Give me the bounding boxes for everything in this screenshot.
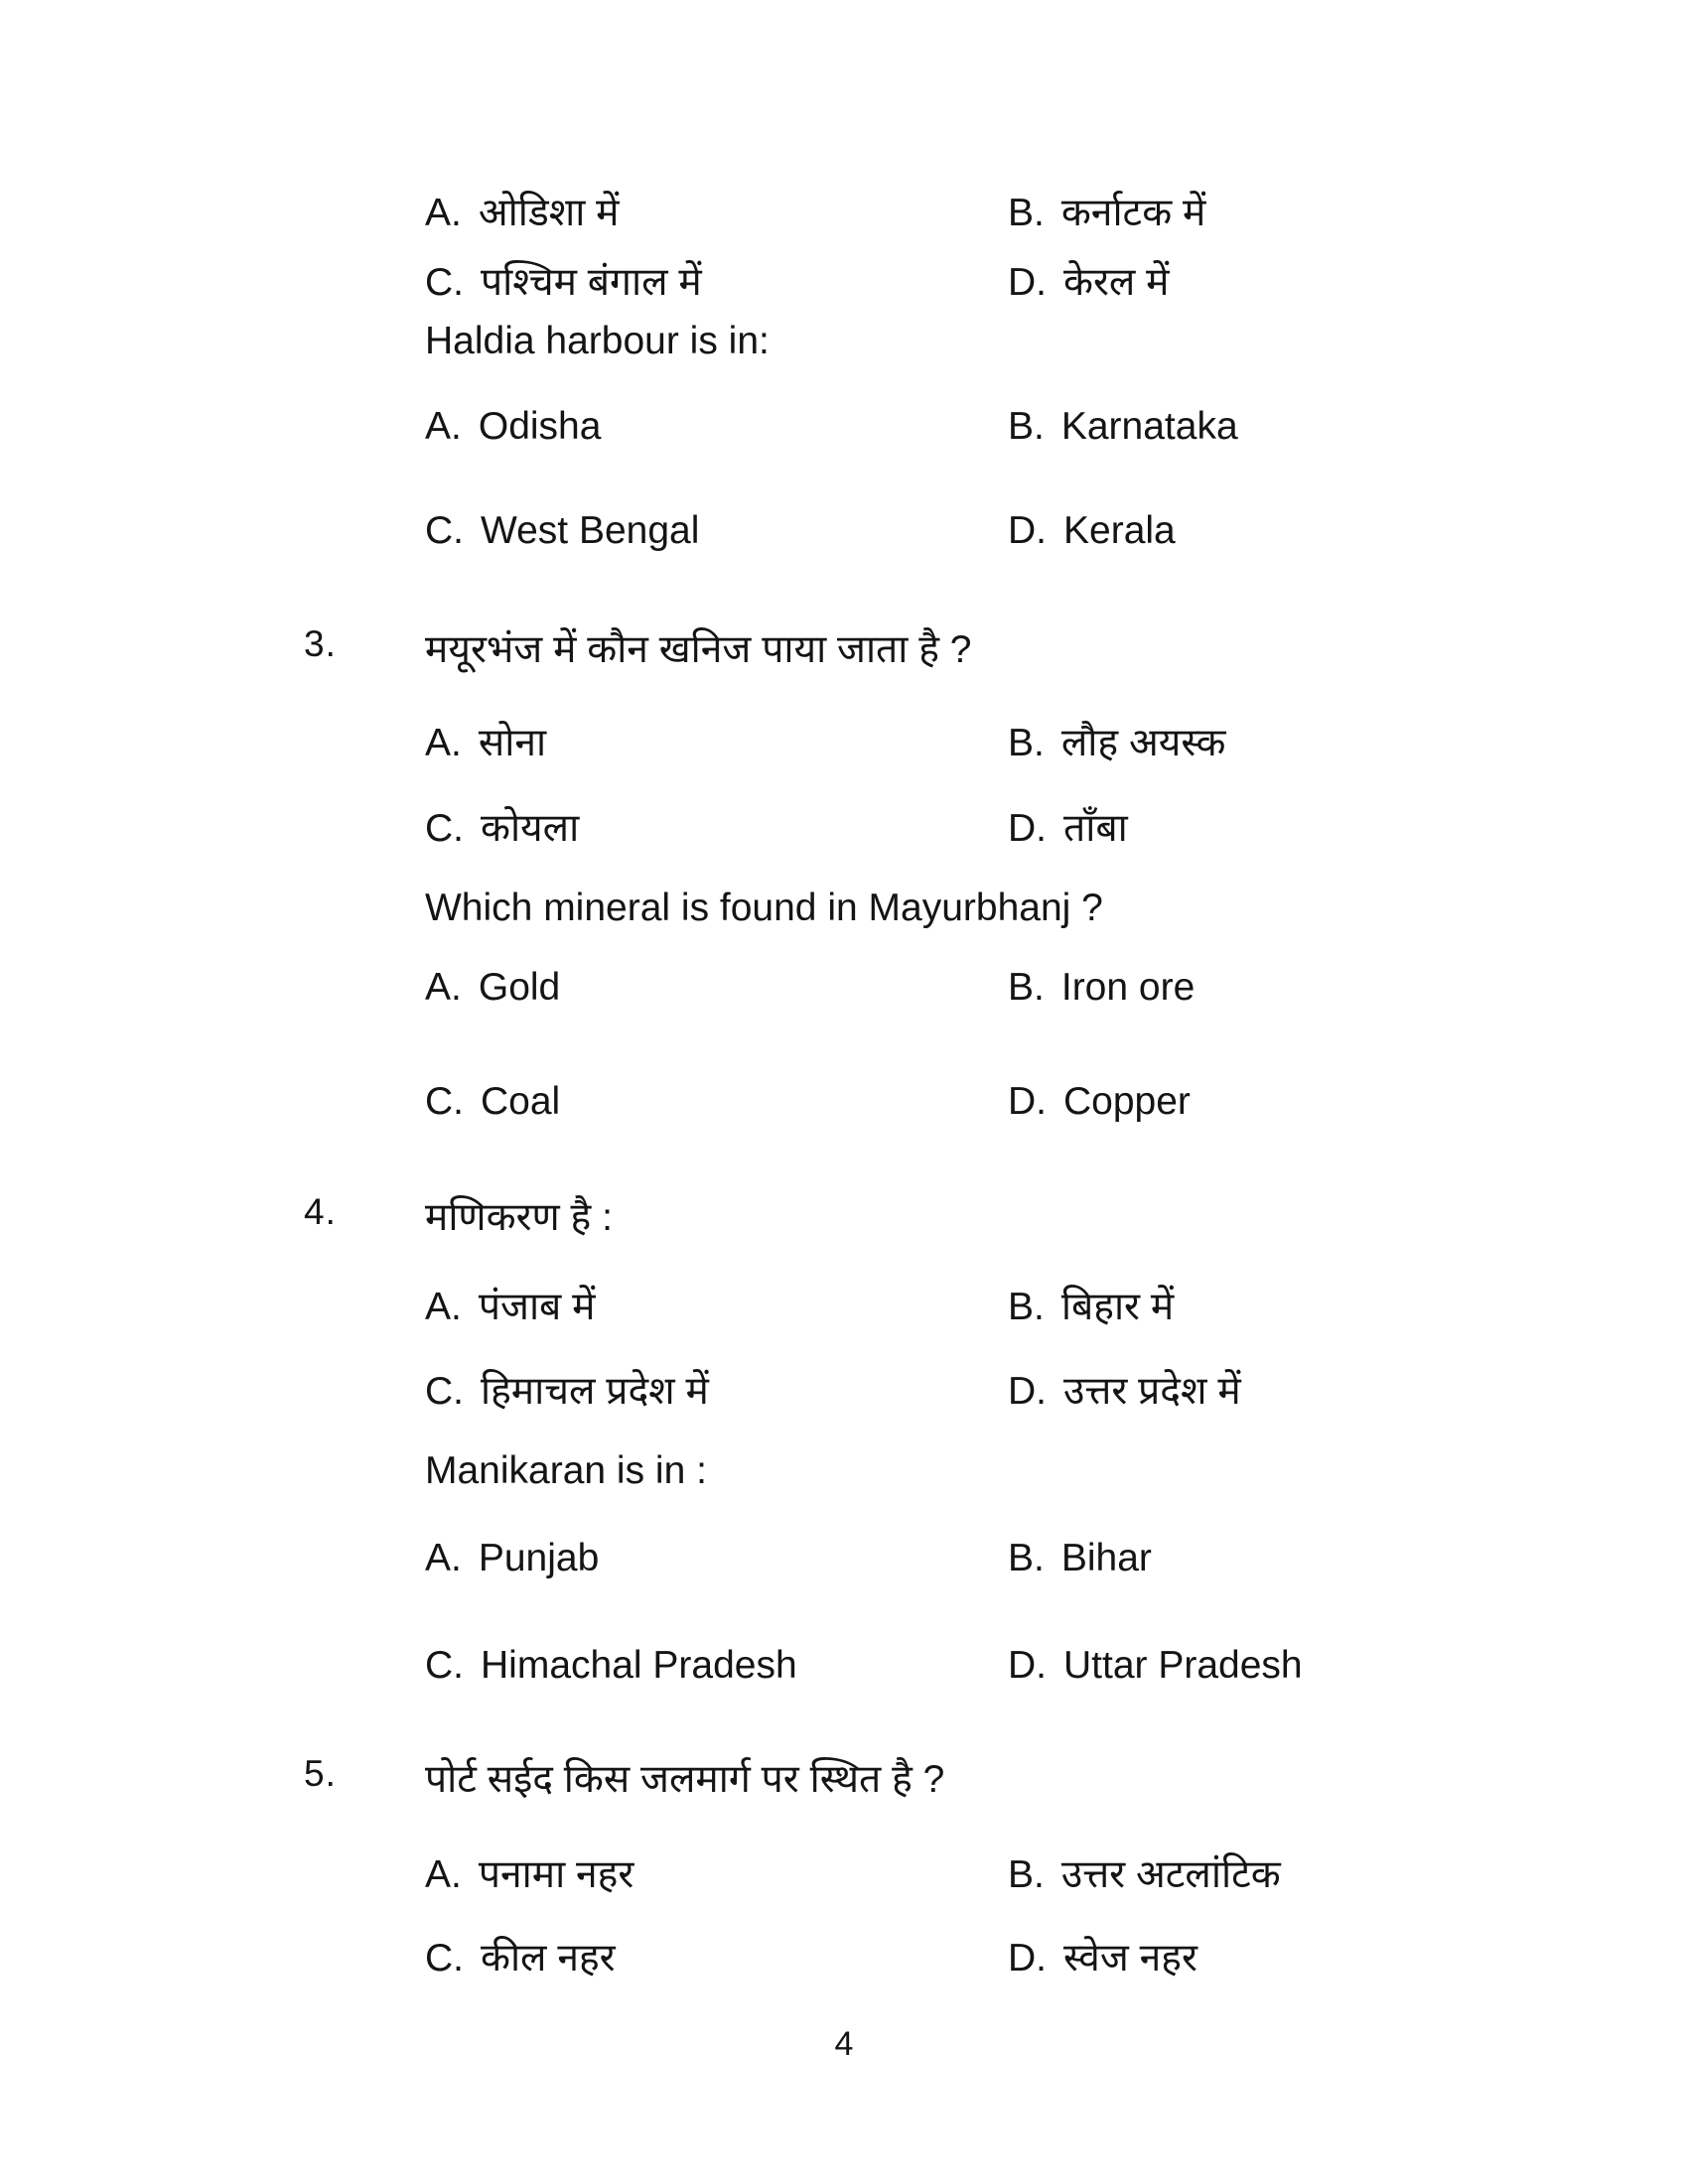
q5-hindi-option-c-text: कील नहर bbox=[481, 1937, 616, 1979]
q2-english-option-b-label: B. bbox=[1008, 405, 1045, 448]
q3-hindi-option-b-text: लौह अयस्क bbox=[1060, 722, 1226, 764]
q4-hindi-option-a bbox=[425, 1279, 595, 1331]
q3-english-option-a bbox=[425, 966, 560, 1010]
q2-english-option-d bbox=[1008, 509, 1176, 553]
q2-hindi-option-c-text: पश्चिम बंगाल में bbox=[481, 261, 702, 304]
q4-english-option-b-text: Bihar bbox=[1060, 1537, 1152, 1579]
q5-hindi-option-d bbox=[1008, 1930, 1197, 1982]
q4-hindi-option-d-label: D. bbox=[1008, 1370, 1047, 1413]
q2-hindi-option-b bbox=[1008, 185, 1205, 237]
q2-english-option-a bbox=[425, 405, 601, 449]
q2-hindi-option-d bbox=[1008, 254, 1170, 307]
q4-hindi-option-b-text: बिहार में bbox=[1060, 1286, 1175, 1328]
page-number: 4 bbox=[834, 2025, 854, 2063]
q2-hindi-option-a-label: A. bbox=[425, 192, 462, 234]
q4-english-option-d-label: D. bbox=[1008, 1644, 1047, 1687]
q4-hindi-option-c bbox=[425, 1363, 709, 1416]
q2-hindi-option-a-text: ओडिशा में bbox=[478, 192, 620, 234]
q2-hindi-option-b-text: कर्नाटक में bbox=[1060, 192, 1206, 234]
q5-hindi-option-b bbox=[1008, 1846, 1281, 1899]
q5-hindi-question: पोर्ट सईद किस जलमार्ग पर स्थित है ? bbox=[425, 1758, 945, 1801]
q2-hindi-option-c-label: C. bbox=[425, 261, 464, 304]
q4-hindi-question: मणिकरण है : bbox=[425, 1196, 613, 1239]
q4-english-option-a-label: A. bbox=[425, 1537, 462, 1579]
q3-english-option-d bbox=[1008, 1080, 1191, 1124]
q5-number: 5. bbox=[304, 1753, 337, 1794]
q4-english-option-c bbox=[425, 1644, 797, 1688]
q4-english-option-b bbox=[1008, 1537, 1152, 1580]
q3-english-option-d-text: Copper bbox=[1063, 1080, 1191, 1123]
q4-number: 4. bbox=[304, 1191, 337, 1232]
q4-hindi-option-c-text: हिमाचल प्रदेश में bbox=[481, 1370, 709, 1413]
q3-hindi-option-d bbox=[1008, 800, 1128, 853]
q3-english-option-b-text: Iron ore bbox=[1060, 966, 1196, 1009]
q3-hindi-option-c-label: C. bbox=[425, 807, 464, 850]
q3-hindi-option-a-label: A. bbox=[425, 722, 462, 764]
q4-english-option-c-text: Himachal Pradesh bbox=[481, 1644, 797, 1687]
q3-hindi-option-a-text: सोना bbox=[478, 722, 547, 764]
q4-hindi-option-b-label: B. bbox=[1008, 1286, 1045, 1328]
q5-hindi-option-a bbox=[425, 1846, 633, 1899]
q4-english-option-d-text: Uttar Pradesh bbox=[1063, 1644, 1303, 1687]
q2-english-question: Haldia harbour is in: bbox=[425, 320, 770, 362]
q3-hindi-option-c bbox=[425, 800, 579, 853]
q4-english-question: Manikaran is in : bbox=[425, 1449, 707, 1492]
q3-english-option-c-text: Coal bbox=[481, 1080, 561, 1123]
q4-english-option-a-text: Punjab bbox=[478, 1537, 600, 1579]
q5-hindi-option-a-text: पनामा नहर bbox=[478, 1853, 634, 1896]
q4-hindi-option-d bbox=[1008, 1363, 1241, 1416]
q3-english-option-d-label: D. bbox=[1008, 1080, 1047, 1123]
q4-hindi-option-c-label: C. bbox=[425, 1370, 464, 1413]
q3-hindi-question: मयूरभंज में कौन खनिज पाया जाता है ? bbox=[425, 628, 972, 671]
q2-hindi-option-b-label: B. bbox=[1008, 192, 1045, 234]
q3-english-option-a-text: Gold bbox=[478, 966, 561, 1009]
q3-hindi-option-b-label: B. bbox=[1008, 722, 1045, 764]
q5-hindi-option-b-text: उत्तर अटलांटिक bbox=[1060, 1853, 1281, 1896]
q3-number: 3. bbox=[304, 623, 337, 664]
q3-english-question: Which mineral is found in Mayurbhanj ? bbox=[425, 887, 1103, 929]
q4-hindi-option-a-label: A. bbox=[425, 1286, 462, 1328]
q3-hindi-option-b bbox=[1008, 715, 1226, 767]
q4-english-option-c-label: C. bbox=[425, 1644, 464, 1687]
q4-english-option-d bbox=[1008, 1644, 1303, 1688]
q4-hindi-option-b bbox=[1008, 1279, 1174, 1331]
q3-english-option-c-label: C. bbox=[425, 1080, 464, 1123]
q5-hindi-option-c-label: C. bbox=[425, 1937, 464, 1979]
q3-hindi-option-d-text: ताँबा bbox=[1063, 807, 1128, 850]
q3-hindi-option-c-text: कोयला bbox=[481, 807, 580, 850]
q2-english-option-b bbox=[1008, 405, 1238, 449]
q2-english-option-c-text: West Bengal bbox=[481, 509, 700, 552]
q2-hindi-option-d-text: केरल में bbox=[1063, 261, 1170, 304]
q3-hindi-option-a bbox=[425, 715, 546, 767]
q4-english-option-b-label: B. bbox=[1008, 1537, 1045, 1579]
q2-english-option-a-text: Odisha bbox=[478, 405, 602, 448]
q2-english-option-c bbox=[425, 509, 699, 553]
q2-english-option-d-label: D. bbox=[1008, 509, 1047, 552]
q2-hindi-option-c bbox=[425, 254, 702, 307]
q3-english-option-b-label: B. bbox=[1008, 966, 1045, 1009]
q4-english-option-a bbox=[425, 1537, 599, 1580]
q2-english-option-c-label: C. bbox=[425, 509, 464, 552]
q5-hindi-option-a-label: A. bbox=[425, 1853, 462, 1896]
q3-english-option-c bbox=[425, 1080, 560, 1124]
q2-hindi-option-d-label: D. bbox=[1008, 261, 1047, 304]
q4-hindi-option-a-text: पंजाब में bbox=[478, 1286, 596, 1328]
q5-hindi-option-b-label: B. bbox=[1008, 1853, 1045, 1896]
q4-hindi-option-d-text: उत्तर प्रदेश में bbox=[1063, 1370, 1241, 1413]
q3-english-option-b bbox=[1008, 966, 1195, 1010]
q5-hindi-option-d-text: स्वेज नहर bbox=[1063, 1937, 1197, 1979]
q3-hindi-option-d-label: D. bbox=[1008, 807, 1047, 850]
q5-hindi-option-d-label: D. bbox=[1008, 1937, 1047, 1979]
q3-english-option-a-label: A. bbox=[425, 966, 462, 1009]
q2-hindi-option-a bbox=[425, 185, 620, 237]
q2-english-option-b-text: Karnataka bbox=[1060, 405, 1238, 448]
q5-hindi-option-c bbox=[425, 1930, 616, 1982]
q2-english-option-d-text: Kerala bbox=[1063, 509, 1176, 552]
q2-english-option-a-label: A. bbox=[425, 405, 462, 448]
